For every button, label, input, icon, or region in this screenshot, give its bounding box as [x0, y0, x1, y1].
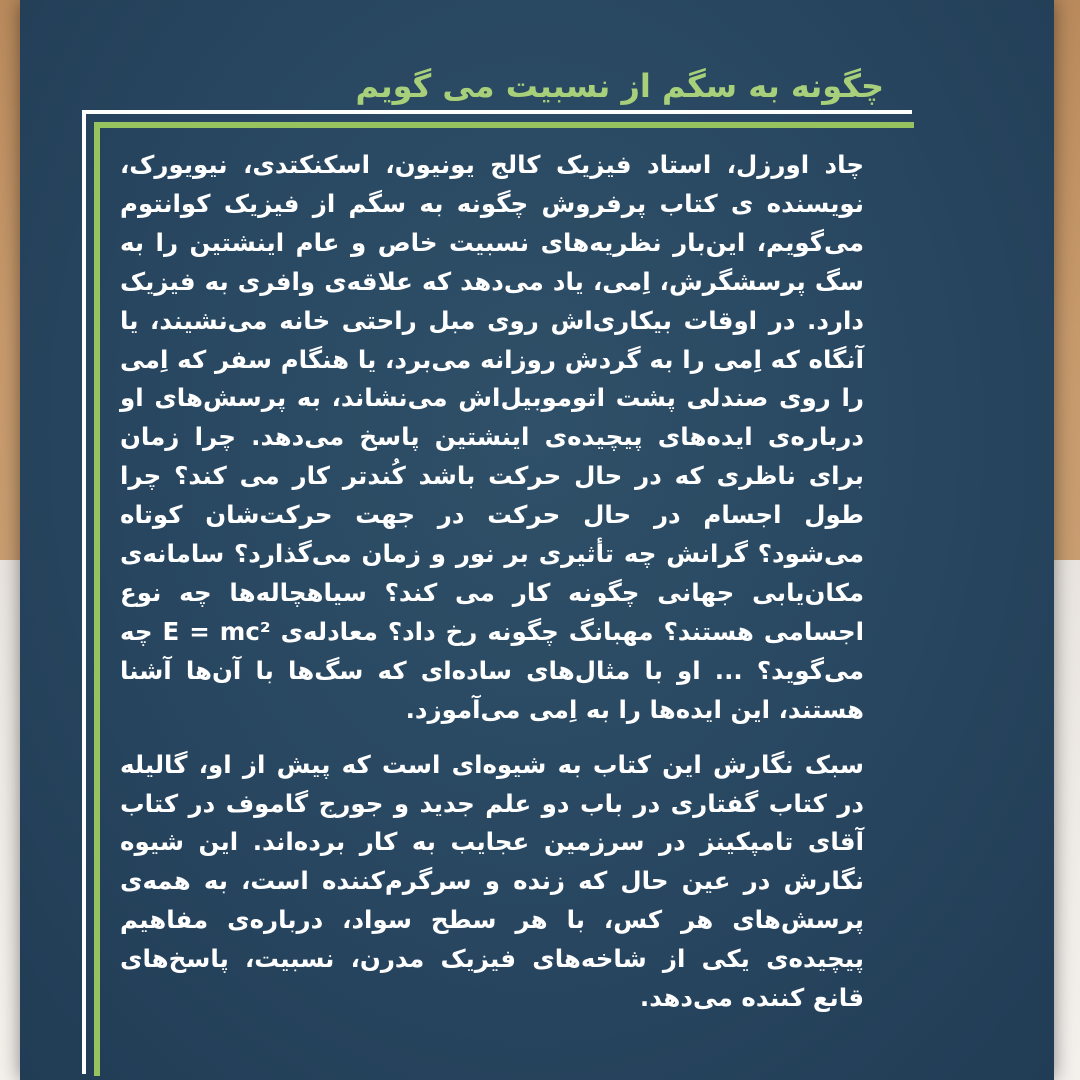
blurb-text [120, 146, 864, 1018]
blurb-paragraph-2: سبک نگارش این کتاب به شیوه‌ای است که پیش از او، گالیله در کتاب گفتاری در باب دو علم جدید و جورج گاموف در کتاب آقای تامپکینز در سرزمین عجایب به کار برده‌اند. این شیوه نگارش در عین حال که زنده و سرگرم‌کننده است، به همه‌ی پرسش‌های هر کس، با هر سطح سواد، درباره‌ی مفاهیم پیچیده‌ی یکی از شاخه‌های فیزیک مدرن، نسبیت، پاسخ‌های قانع کننده می‌دهد. [120, 749, 864, 1013]
book-title-heading: چگونه به سگم از نسبیت می گویم [355, 67, 884, 105]
blurb-paragraph-1: چاد اورزل، استاد فیزیک کالج یونیون، اسکنکتدی، نیویورک، نویسنده ی کتاب پرفروش چگونه به سگم از فیزیک کوانتوم می‌گویم، این‌بار نظریه‌های نسبیت خاص و عام اینشتین را به سگ پرسشگرش، اِمی، یاد می‌دهد که علاقه‌ی وافری به فیزیک دارد. در اوقات بیکاری‌اش روی مبل راحتی خانه می‌نشیند، یا آنگاه که اِمی را به گردش روزانه می‌برد، یا هنگام سفر که اِمی را روی صندلی پشت اتوموبیل‌اش می‌نشاند، به پرسش‌های او درباره‌ی ایده‌های پیچیده‌ی اینشتین پاسخ می‌دهد. چرا زمان برای ناظری که در حال حرکت باشد کُندتر کار می کند؟ چرا طول اجسام در حال حرکت در جهت حرکت‌شان کوتاه می‌شود؟ گرانش چه تأثیری بر نور و زمان می‌گذارد؟ سامانه‌ی مکان‌یابی جهانی چگونه کار می کند؟ سیاهچاله‌ها چه نوع اجسامی هستند؟ مهبانگ چگونه رخ داد؟ معادله‌ی E = mc² چه می‌گوید؟ ... او با مثال‌های ساده‌ای که سگ‌ها با آن‌ها آشنا هستند، این ایده‌ها را به اِمی می‌آموزد. [120, 150, 865, 724]
